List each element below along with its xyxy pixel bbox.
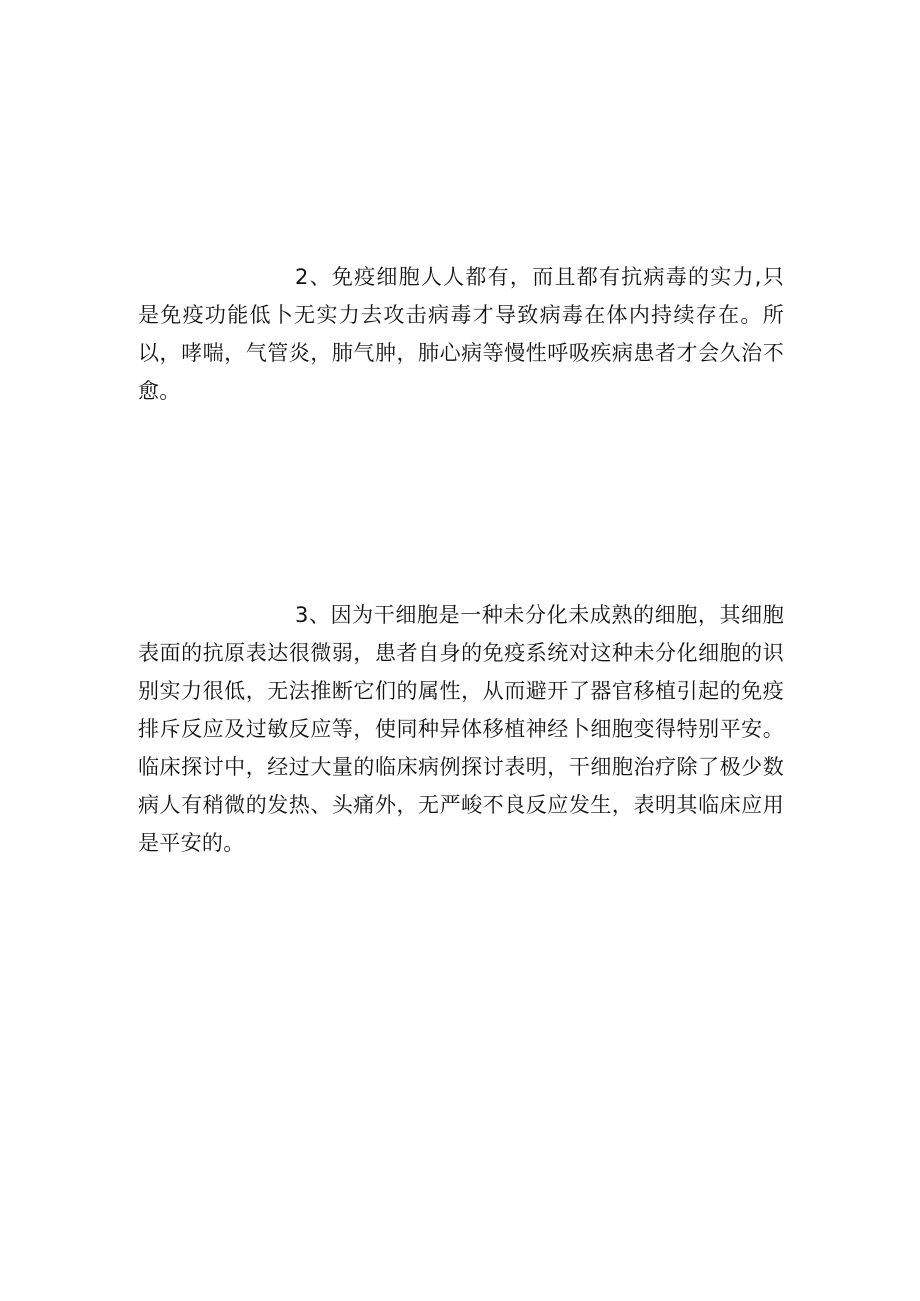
paragraph-stem-cells: 3、因为干细胞是一种未分化未成熟的细胞，其细胞表面的抗原表达很微弱，患者自身的免疫系统对这种未分化细胞的识别实力很低，无法推断它们的属性，从而避开了器官移植引起的免疫排斥反应及过敏反应等，使同种异体移植神经卜细胞变得特别平安。临床探讨中，经过大量的临床病例探讨表明，干细胞治疗除了极少数病人有稍微的发热、头痛外，无严峻不良反应发生，表明其临床应用是平安的。 (138, 603, 784, 855)
paragraph-immune-cells: 2、免疫细胞人人都有，而且都有抗病毒的实力,只是免疫功能低卜无实力去攻击病毒才导致病毒在体内持续存在。所以，哮喘，气管炎，肺气肿，肺心病等慢性呼吸疾病患者才会久治不愈。 (138, 265, 784, 403)
